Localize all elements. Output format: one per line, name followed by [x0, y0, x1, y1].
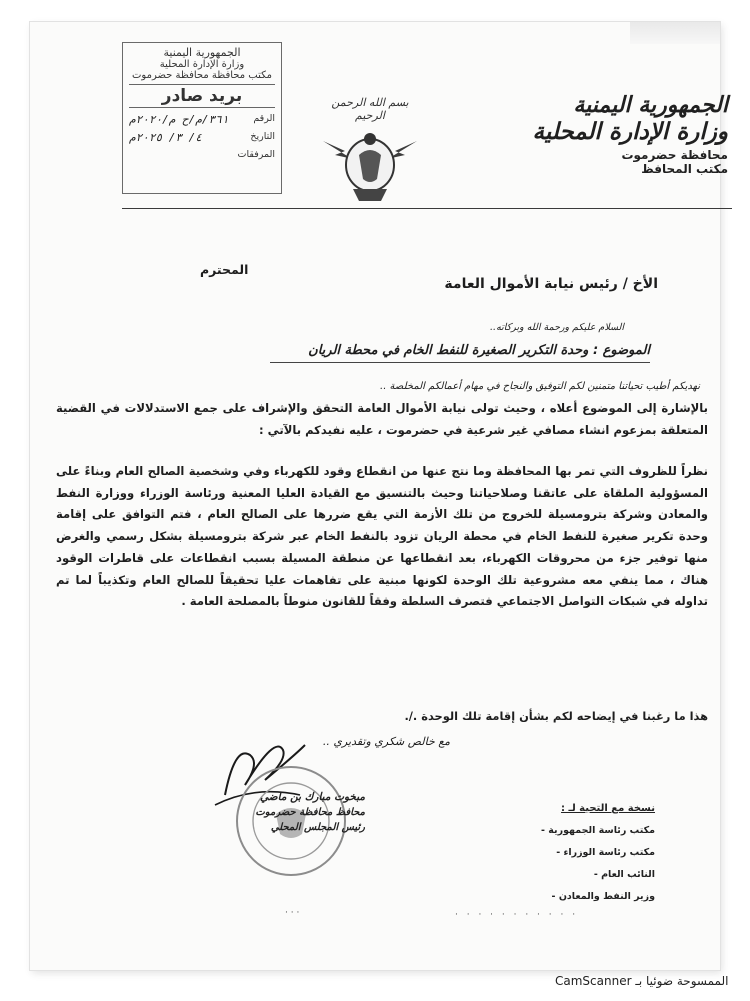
courtesy-line: نهديكم أطيب تحياتنا متمنين لكم التوفيق والنجاح في مهام أعمالكم المخلصة .. [380, 381, 700, 392]
respected-label: المحترم [200, 262, 249, 277]
stamp-ministry: وزارة الإدارة المحلية [159, 59, 245, 70]
copies-item: وزير النفط والمعادن - [541, 886, 655, 908]
outgoing-mail-stamp [122, 42, 282, 194]
stamp-date-row [123, 131, 281, 144]
greeting: السلام عليكم ورحمة الله وبركاته.. [490, 322, 624, 333]
letterhead-governorate: محافظة حضرموت [621, 148, 728, 162]
camscanner-watermark [555, 974, 728, 988]
signatory-council: رئيس المجلس المحلي [270, 822, 365, 833]
paragraph-reference: بالإشارة إلى الموضوع أعلاه ، وحيث تولى نيابة الأموال العامة التحقق والإشراف على جمع الاستدلالات في القضية المتعلقة بمزعوم انشاء مصافي غير شرعية في حضرموت ، عليه نفيدكم بالآتي : [56, 401, 708, 437]
stamp-ref-value: ٣٦١/م/ح م/٢٠٢٠م [129, 113, 229, 126]
letterhead-country: الجمهورية اليمنية [573, 92, 728, 118]
subject-line: الموضوع : وحدة التكرير الصغيرة للنفط الخام في محطة الريان [308, 343, 650, 358]
stamp-title: بريد صادر [129, 84, 275, 108]
stamp-office: مكتب محافظة محافظة حضرموت [132, 70, 272, 81]
stamp-date-value: ٤/ ٣/ ٢٠٢٥م [129, 131, 202, 144]
subject-underline [270, 362, 650, 363]
stamp-date-label: التاريخ [250, 131, 275, 142]
signature-block [155, 790, 365, 835]
stamp-ref-row [123, 113, 281, 126]
paper-fold [630, 22, 720, 44]
stamp-ref-label: الرقم [253, 113, 275, 124]
basmala: بسم الله الرحمن الرحيم [331, 96, 409, 122]
header-divider [122, 208, 732, 209]
letterhead [523, 92, 728, 176]
copies-list [541, 798, 655, 908]
signatory-name: مبخوت مبارك بن ماضي [260, 791, 365, 803]
addressee: الأخ / رئيس نيابة الأموال العامة [444, 276, 658, 292]
footer-dots: · · · · · · · · · · · [455, 910, 579, 920]
watermark-app: CamScanner [555, 974, 632, 988]
signatory-title: محافظ محافظة حضرموت [255, 807, 365, 818]
copies-item: مكتب رئاسة الوزراء - [541, 842, 655, 864]
stamp-attach-label: المرفقات [237, 149, 275, 160]
paragraph-main: نظراً للظروف التي تمر بها المحافظة وما نتج عنها من انقطاع وقود للكهرباء وفي وشخصية الصالح العام وبناءً على المسؤولية الملقاة على عاتقنا وصلاحياتنا وحيث بالتنسيق مع القيادة العليا المعنية ورئاسة الوزراء ووزارة النفط والمعادن وشركة بترومسيلة للخروج من تلك الأزمة التي يقع ضررها على الصالح العام ، فتم التوافق على إقامة وحدة تكرير صغيرة للنفط الخام في محطة الريان تزود بالنفط الخام عبر شركة بترومسيلة بشكل رسمي والغرض منها توفير جزء من محروقات الكهرباء، بعد انقطاعها عن منطقة المسيلة بسبب انقطاعات على قاطرات الوقود هناك ، مما ينفي معه مشروعية تلك الوحدة لكونها مبنية على تفاهمات عليا تحقيقاً للصالح العام وتكذيباً لما تم تداوله في شبكات التواصل الاجتماعي فتصرف السلطة وفقاً للقانون منوطاً بالمصلحة العامة . [56, 464, 708, 609]
footer-mark: · · · [285, 908, 300, 918]
copies-item: النائب العام - [541, 864, 655, 886]
regards-line: مع خالص شكري وتقديري .. [322, 735, 450, 748]
copies-heading: نسخة مع التحية لـ : [561, 803, 655, 814]
letterhead-office: مكتب المحافظ [641, 162, 728, 176]
letterhead-ministry: وزارة الإدارة المحلية [532, 118, 728, 145]
paragraph-closing: هذا ما رغبنا في إيضاحه لكم بشأن إقامة تلك الوحدة ./. [404, 709, 708, 723]
yemen-eagle-emblem-icon [315, 93, 425, 213]
stamp-attach-row [123, 149, 281, 160]
copies-item: مكتب رئاسة الجمهورية - [541, 820, 655, 842]
stamp-country: الجمهورية اليمنية [163, 46, 241, 59]
watermark-label: الممسوحة ضوئيا بـ [635, 974, 729, 988]
